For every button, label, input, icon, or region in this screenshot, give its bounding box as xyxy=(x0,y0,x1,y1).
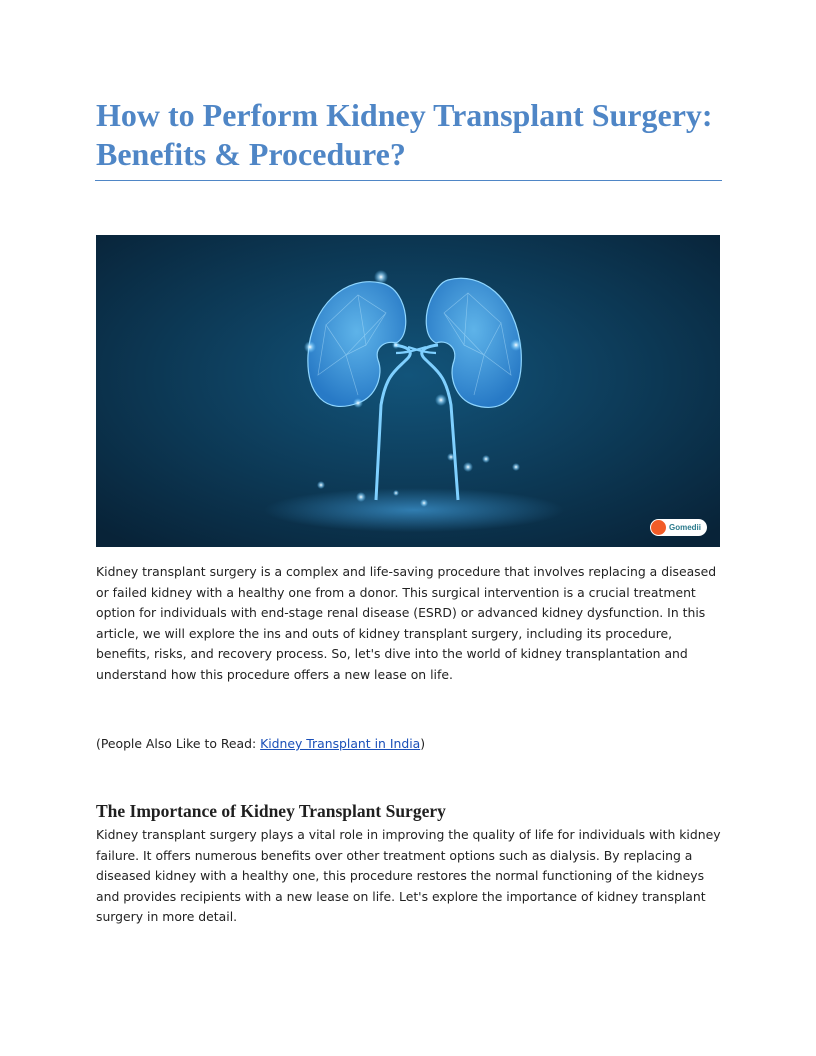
page-title: How to Perform Kidney Transplant Surgery: Benefits & Procedure? xyxy=(96,97,713,172)
see-also-suffix: ) xyxy=(420,736,426,751)
section-heading: The Importance of Kidney Transplant Surgery xyxy=(96,801,446,821)
kidney-illustration xyxy=(96,235,720,547)
gomedii-logo-text: Gomedii xyxy=(668,523,701,532)
gomedii-logo-mark xyxy=(651,520,666,535)
title-divider xyxy=(95,180,722,181)
gomedii-logo xyxy=(650,519,707,536)
hero-image xyxy=(96,235,720,547)
kidney-transplant-india-link[interactable]: Kidney Transplant in India xyxy=(260,736,421,751)
intro-paragraph: Kidney transplant surgery is a complex and life-saving procedure that involves replacing a diseased or failed kidney with a healthy one from a donor. This surgical intervention is a crucial treatment option for individuals with end-stage renal disease (ESRD) or advanced kidney dysfunction. In this article, we will explore the ins and outs of kidney transplant surgery, including its procedure, benefits, risks, and recovery process. So, let's dive into the world of kidney transplantation and understand how this procedure offers a new lease on life. xyxy=(96,564,717,682)
importance-paragraph: Kidney transplant surgery plays a vital role in improving the quality of life for individuals with kidney failure. It offers numerous benefits over other treatment options such as dialysis. By replacing a diseased kidney with a healthy one, this procedure restores the normal functioning of the kidneys and provides recipients with a new lease on life. Let's explore the importance of kidney transplant surgery in more detail. xyxy=(96,827,721,924)
see-also-line xyxy=(96,734,722,755)
see-also-prefix: (People Also Like to Read: xyxy=(96,736,261,751)
